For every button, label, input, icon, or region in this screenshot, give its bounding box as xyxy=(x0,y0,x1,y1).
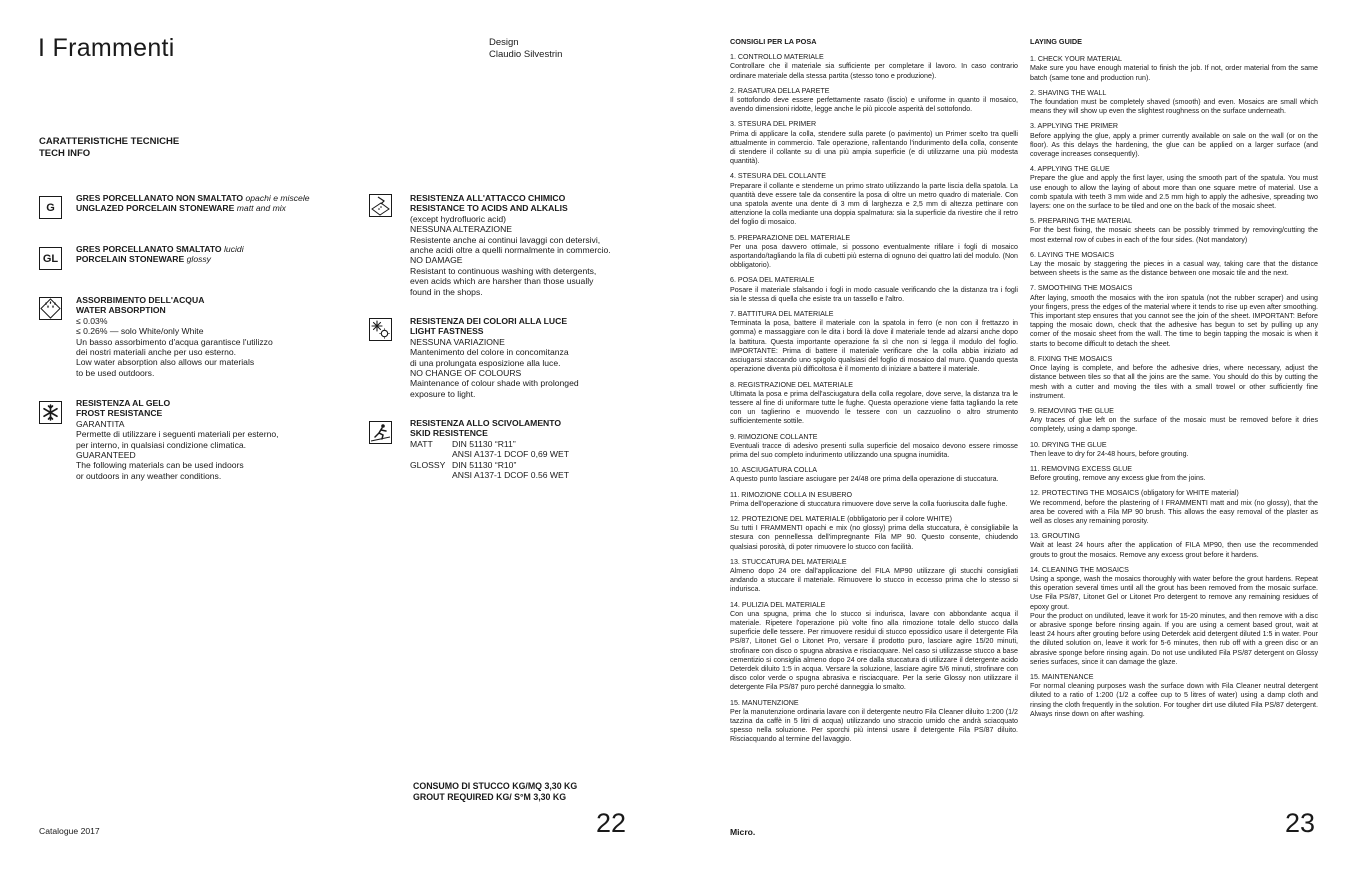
brand-footer: Micro. xyxy=(730,827,756,837)
designer-name: Claudio Silvestrin xyxy=(489,49,563,60)
en-step-body: We recommend, before the plastering of I FRAMMENTI matt and mix (no glossy), that the area be covered with a Fila MP 90 brush. This allows the easy removal of the plaster as well as closes any remaining porosity. xyxy=(1030,498,1318,525)
frost-title-it: RESISTENZA AL GELO xyxy=(76,398,171,408)
it-step-body: Con una spugna, prima che lo stucco si indurisca, lavare con abbondante acqua il materiale. Ripetere l'operazione più volte fino alla rimozione totale dello stucco dalla superficie delle tessere. Per rimuovere residui di stucco epossidico usare il detergente Fila PS/87, Litonet Gel o Litonet Pro, versare il prodotto puro, lasciare agire 15/20 minuti, strofinare con disco o spugna abrasiva e risciacquare. Nel caso si utilizzasse stucco a base cementizio si consiglia almeno dopo 24 ore dalla stuccatura di utilizzare il detergente acido Deterdek diluito 1:5 in acqua. Versare la soluzione, lasciare agire 5/6 minuti, strofinare con disco color verde o spugna abrasiva e risciacquare. Per la serie Glossy non utilizzare il detergente Fila PS/87 puro perché danneggia lo smalto. xyxy=(730,609,1018,692)
chemical-title-en: RESISTANCE TO ACIDS AND ALKALIS xyxy=(410,203,568,214)
en-step xyxy=(1030,489,1318,526)
en-step xyxy=(1030,355,1318,401)
it-step-title: 9. RIMOZIONE COLLANTE xyxy=(730,432,818,441)
chemical-title-it: RESISTENZA ALL'ATTACCO CHIMICO xyxy=(410,193,566,203)
it-step-body: Eventuali tracce di adesivo presenti sulla superficie del mosaico devono essere rimosse prima del suo completo indurimento utilizzando una spugna inumidita. xyxy=(730,441,1018,459)
it-step-body: Preparare il collante e stenderne un primo strato utilizzando la parte liscia della spatola. La quantità deve essere tale da consentire la posa di oltre un metro quadro di materiale. Con una spatola avente una dente di 3 mm di larghezza e 2,5 mm di altezza pettinare con attenzione la colla mediante una doppia spalmatura: sia la superficie da rivestire che il retro del foglio di mosaico. xyxy=(730,181,1018,227)
en-step-body: Pour the product on undiluted, leave it work for 15-20 minutes, and then remove with a disc or abrasive sponge before rinsing again. If you are using a cement based grout, wait at least 24 hours after grouting before using Deterdek acid detergent diluted 1:5 in water. Pour the diluted solution on, leave it work for 5-6 minutes, then rub off with a green disc or an abrasive sponge before rinsing again. Do not use undiluted Fila PS/87 detergent on Glossy series surfaces, since it can damage the glaze. xyxy=(1030,611,1318,666)
chemical-line: even acids which are harsher than those usually xyxy=(410,276,594,287)
catalogue-footer: Catalogue 2017 xyxy=(39,826,100,836)
it-step-body: Posare il materiale sfalsando i fogli in modo casuale verificando che la distanza tra i fogli sia le stessa di quella che esiste tra un tassello e l'altro. xyxy=(730,285,1018,303)
page-number-left: 22 xyxy=(596,808,627,838)
skid-title-en: SKID RESISTENCE xyxy=(410,428,488,439)
grout-consumption-it: CONSUMO DI STUCCO KG/MQ 3,30 KG xyxy=(413,781,578,791)
it-step-body: Su tutti I FRAMMENTI opachi e mix (no glossy) prima della stuccatura, è consigliabile la stesura con pennellessa dell'impregnante Fila MP 90. Questo consente, chiudendo qualsiasi porosità, di poter rimuovere lo stucco con facilità. xyxy=(730,524,1018,551)
it-step xyxy=(730,53,1018,81)
page-number-right: 23 xyxy=(1285,808,1316,838)
it-step xyxy=(730,234,1018,271)
it-step xyxy=(730,699,1018,745)
it-step xyxy=(730,466,1018,484)
chemical-flask-icon xyxy=(369,194,392,217)
en-step-title: 11. REMOVING EXCESS GLUE xyxy=(1030,464,1132,473)
skid-row xyxy=(410,470,569,480)
en-step-title: 8. FIXING THE MOSAICS xyxy=(1030,354,1113,363)
snowflake-icon xyxy=(39,401,62,424)
chemical-line: NESSUNA ALTERAZIONE xyxy=(410,224,513,235)
feature-glazed-en-bold: PORCELAIN STONEWARE xyxy=(76,254,185,265)
en-step-title: 3. APPLYING THE PRIMER xyxy=(1030,122,1119,131)
en-step xyxy=(1030,407,1318,435)
en-step-body: Once laying is complete, and before the adhesive dries, where necessary, adjust the distance between tiles so that all the joins are the same. You should do this by cutting the mesh with a cutter and moving the tiles with a small trowel or other sufficiently fine instrument. xyxy=(1030,364,1318,400)
skid-value: DIN 51130 “R10” xyxy=(452,459,517,470)
en-step-body: After laying, smooth the mosaics with the iron spatula (not the rubber scraper) and using your fingers, press the edges of the material where it tends to rise up even after smoothing. This important step ensures that you cannot see the join of the sheet. IMPORTANT: Before tapping the mosaic down, check that the adhesive has begun to set by pulling up any corner of the mosaic sheet from the wall. The time to begin tapping the mosaic is when it starts to become difficult to detach the sheet. xyxy=(1030,293,1318,348)
en-step-title: 5. PREPARING THE MATERIAL xyxy=(1030,217,1133,226)
en-step-title: 7. SMOOTHING THE MOSAICS xyxy=(1030,284,1133,293)
water-line: to be used outdoors. xyxy=(76,367,155,378)
it-step-body: Prima di applicare la colla, stendere sulla parete (o pavimento) un Primer scelto tra quelli attualmente in commercio. Tale operazione, rallentando l'indurimento della colla, consente di stendere il collante su di una più ampia superficie (e di utilizzarne una più modesta quantità). xyxy=(730,129,1018,166)
en-step-body: Before applying the glue, apply a primer currently available on sale on the wall (or on the floor). As this delays the hardening, the glue can be applied on a larger surface (and coverage increases consequently). xyxy=(1030,131,1318,159)
it-step-body: Per la manutenzione ordinaria lavare con il detergente neutro Fila Cleaner diluito 1:200 (1/2 tazzina da caffè in 5 litri di acqua) utilizzando uno straccio umido che andrà sciacquato spesso nella soluzione. Per sporchi più intensi usare il detergente Fila PS/87 diluito. Risciacquando al termine del lavaggio. xyxy=(730,707,1018,744)
it-step-body: Controllare che il materiale sia sufficiente per completare il lavoro. In caso contrario ordinare materiale della stessa partita (stesso tono e produzione). xyxy=(730,62,1018,80)
en-step xyxy=(1030,465,1318,483)
frost-line: or outdoors in any weather conditions. xyxy=(76,470,222,481)
skid-key xyxy=(410,449,452,459)
it-step-title: 1. CONTROLLO MATERIALE xyxy=(730,53,824,62)
en-step xyxy=(1030,217,1318,245)
feature-glazed-it-bold: GRES PORCELLANATO SMALTATO xyxy=(76,244,222,254)
it-step-body: Il sottofondo deve essere perfettamente rasato (liscio) e uniforme in quanto il mosaico, avendo dimensioni ridotte, legge anche le più piccole asperità del sottofondo. xyxy=(730,96,1018,114)
chemical-line: found in the shops. xyxy=(410,286,483,297)
chemical-line: Resistant to continuous washing with detergents, xyxy=(410,265,597,276)
frost-line: GARANTITA xyxy=(76,418,125,429)
designer-credit xyxy=(489,37,562,61)
light-line: NO CHANGE OF COLOURS xyxy=(410,368,522,379)
skid-title-it: RESISTENZA ALLO SCIVOLAMENTO xyxy=(410,418,562,428)
en-step-title: 9. REMOVING THE GLUE xyxy=(1030,406,1114,415)
en-step-body: Before grouting, remove any excess glue from the joins. xyxy=(1030,474,1206,483)
tech-header-en: TECH INFO xyxy=(39,148,91,159)
en-step-body: Lay the mosaic by staggering the pieces in a casual way, taking care that the distance between sheets is the same as the distance between one mosaic tile and the next. xyxy=(1030,260,1318,278)
feature-unglazed-en-italic: matt and mix xyxy=(236,203,286,214)
en-step xyxy=(1030,532,1318,560)
it-step xyxy=(730,87,1018,115)
icon-box-water xyxy=(39,297,62,320)
feature-unglazed-it-bold: GRES PORCELLANATO NON SMALTATO xyxy=(76,193,244,203)
feature-glazed xyxy=(76,244,244,265)
it-step-title: 2. RASATURA DELLA PARETE xyxy=(730,86,830,95)
water-line: ≤ 0.03% xyxy=(76,315,108,326)
en-step-body: Using a sponge, wash the mosaics thoroughly with water before the grout hardens. Repeat this operation several times until all the grout has been removed from the mosaic surface. Use Fila PS/87, Litonet Gel or Litonet Pro detergent to remove any remaining residues of epoxy grout. xyxy=(1030,574,1318,611)
skid-key: MATT xyxy=(410,438,433,449)
frost-line: The following materials can be used indoors xyxy=(76,460,244,471)
it-step-title: 3. STESURA DEL PRIMER xyxy=(730,120,817,129)
it-step xyxy=(730,276,1018,304)
chemical-line: NO DAMAGE xyxy=(410,255,463,266)
frost-line: GUARANTEED xyxy=(76,450,136,461)
sun-fastness-icon xyxy=(369,318,392,341)
it-step-title: 14. PULIZIA DEL MATERIALE xyxy=(730,600,826,609)
it-step-title: 15. MANUTENZIONE xyxy=(730,698,799,707)
it-step-title: 5. PREPARAZIONE DEL MATERIALE xyxy=(730,233,851,242)
en-step-title: 10. DRYING THE GLUE xyxy=(1030,440,1107,449)
unglazed-stoneware-icon xyxy=(39,196,62,219)
sun-svg xyxy=(370,319,391,340)
it-step-title: 7. BATTITURA DEL MATERIALE xyxy=(730,310,834,319)
feature-glazed-en-italic: glossy xyxy=(186,254,211,265)
it-step-body: A questo punto lasciare asciugare per 24/48 ore prima della operazione di stuccatura. xyxy=(730,475,999,484)
it-step-title: 11. RIMOZIONE COLLA IN ESUBERO xyxy=(730,490,853,499)
it-step xyxy=(730,491,1018,509)
it-step-body: Ultimata la posa e prima dell'asciugatura della colla regolare, dove serve, la distanza tra le tessere al fine di uniformare tutte le fughe. Questa operazione viene fatta tagliando la rete con un taglierino e muovendo le tessere con un cazzuolino o altro strumento sufficientemente sottile. xyxy=(730,389,1018,426)
water-drops-svg xyxy=(40,298,61,319)
feature-glazed-it-italic: lucidi xyxy=(224,244,244,254)
slip-resistance-icon xyxy=(369,421,392,444)
skid-value: DIN 51130 “R11” xyxy=(452,438,516,449)
design-label: Design xyxy=(489,37,519,48)
tech-info-header xyxy=(39,136,179,160)
light-line: Maintenance of colour shade with prolonged xyxy=(410,378,579,389)
chemical-svg xyxy=(370,195,391,216)
grout-consumption xyxy=(413,781,577,803)
en-step-title: 14. CLEANING THE MOSAICS xyxy=(1030,565,1129,574)
water-title-en: WATER ABSORPTION xyxy=(76,305,166,316)
en-step-title: 4. APPLYING THE GLUE xyxy=(1030,165,1110,174)
icon-letter-gl: GL xyxy=(42,252,59,265)
feature-unglazed-it-italic: opachi e miscele xyxy=(245,193,310,203)
it-step-title: 12. PROTEZIONE DEL MATERIALE (obbligatorio per il colore WHITE) xyxy=(730,514,952,523)
feature-unglazed-en-bold: UNGLAZED PORCELAIN STONEWARE xyxy=(76,203,235,214)
snowflake-svg xyxy=(42,404,59,421)
icon-box-light xyxy=(369,318,392,341)
water-title-it: ASSORBIMENTO DELL'ACQUA xyxy=(76,295,205,305)
skid-row xyxy=(410,439,569,449)
laying-guide-it-header: CONSIGLI PER LA POSA xyxy=(730,37,817,46)
light-line: exposure to light. xyxy=(410,388,476,399)
water-line: Un basso assorbimento d'acqua garantisce l'utilizzo xyxy=(76,336,273,347)
icon-box-g xyxy=(39,196,62,219)
feature-chemical xyxy=(410,193,611,297)
icon-box-chemical xyxy=(369,194,392,217)
icon-box-skid xyxy=(369,421,392,444)
icon-box-gl xyxy=(39,247,62,270)
light-title-it: RESISTENZA DEI COLORI ALLA LUCE xyxy=(410,316,568,326)
light-line: di una prolungata esposizione alla luce. xyxy=(410,357,561,368)
slip-svg xyxy=(370,422,391,443)
it-step xyxy=(730,558,1018,595)
feature-unglazed xyxy=(76,193,310,214)
en-step xyxy=(1030,251,1318,279)
laying-guide-it xyxy=(730,37,1018,751)
light-line: Mantenimento del colore in concomitanza xyxy=(410,347,569,358)
en-step xyxy=(1030,55,1318,83)
en-step-title: 15. MAINTENANCE xyxy=(1030,672,1094,681)
en-step xyxy=(1030,165,1318,211)
water-line: dei nostri materiali anche per uso esterno. xyxy=(76,347,237,358)
en-step-title: 13. GROUTING xyxy=(1030,532,1081,541)
icon-letter-g: G xyxy=(46,201,55,214)
it-step xyxy=(730,601,1018,693)
it-step-body: Terminata la posa, battere il materiale con la spatola in ferro (e non con il frettazzo in gomma) e massaggiare con le dita i bordi là dove il materiale tende ad alzarsi anche dopo la battitura. Questa importante operazione fa sì che non si legga il modulo del foglio. IMPORTANTE: Prima di battere il materiale verificare che la colla abbia iniziato ad asciugarsi staccando uno spigolo qualsiasi del foglio di mosaico dal muro. Quando questa operazione diventa più difficoltosa è il momento di iniziare a battere il materiale. xyxy=(730,319,1018,374)
it-step-body: Per una posa davvero ottimale, si possono eventualmente rifilare i fogli di mosaico asportando/tagliando la fila di cubetti più esterna di ognuno dei quattro lati del modulo. (Non obbligatorio). xyxy=(730,242,1018,270)
en-step-body: For the best fixing, the mosaic sheets can be possibly trimmed by removing/cutting the most external row of cubes in each of the four sides. (Not mandatory) xyxy=(1030,226,1318,244)
it-step xyxy=(730,381,1018,427)
it-step xyxy=(730,310,1018,374)
glazed-stoneware-icon xyxy=(39,247,62,270)
it-step xyxy=(730,120,1018,166)
frost-line: Permette di utilizzare i seguenti materiali per esterno, xyxy=(76,429,279,440)
en-step xyxy=(1030,566,1318,667)
it-step-title: 10. ASCIUGATURA COLLA xyxy=(730,466,817,475)
en-step-body: Any traces of glue left on the surface of the mosaic must be removed before it dries completely, using a damp sponge. xyxy=(1030,416,1318,434)
feature-unglazed-en xyxy=(76,203,310,213)
feature-glazed-it xyxy=(76,244,244,254)
it-step-title: 4. STESURA DEL COLLANTE xyxy=(730,172,826,181)
water-line: Low water absorption also allows our materials xyxy=(76,357,255,368)
en-step xyxy=(1030,284,1318,348)
en-step-body: Wait at least 24 hours after the application of FILA MP90, then use the recommended grouts to grout the mosaics. Remove any excess grout before it hardens. xyxy=(1030,541,1318,559)
feature-water xyxy=(76,295,273,378)
en-step-body: Make sure you have enough material to finish the job. If not, order material from the same batch (same tone and production run). xyxy=(1030,64,1318,82)
chemical-line: anche acidi oltre a quelli normalmente in commercio. xyxy=(410,245,611,256)
water-drops-icon xyxy=(39,297,62,320)
it-step-body: Almeno dopo 24 ore dall'applicazione del FILA MP90 utilizzare gli stucchi consigliati andando a stuccare il materiale. Rimuovere lo stucco in eccesso prima che lo stesso si indurisca. xyxy=(730,566,1018,594)
en-step-title: 2. SHAVING THE WALL xyxy=(1030,88,1107,97)
chemical-line: (except hydrofluoric acid) xyxy=(410,213,507,224)
en-step-body: For normal cleaning purposes wash the surface down with Fila Cleaner neutral detergent diluted to a ratio of 1:200 (1/2 a coffee cup to 5 litres of water) using a damp cloth and rinsing the cloth frequently in the solution. For tougher dirt use diluted Fila PS/87 detergent. Always rinse down on after washing. xyxy=(1030,682,1318,718)
it-step xyxy=(730,515,1018,552)
en-step xyxy=(1030,441,1318,459)
frost-line: per interno, in qualsiasi condizione climatica. xyxy=(76,439,247,450)
it-step-body: Prima dell'operazione di stuccatura rimuovere dove serve la colla fuoriuscita dalle fughe. xyxy=(730,499,1008,508)
en-step-body: Prepare the glue and apply the first layer, using the smooth part of the spatula. You must use enough to allow the laying of about more than one square metre of material. Use a comb spatula with teeth 3 mm wide and 2.5 mm high to apply the adhesive, spreading two layers: one on the surface to be tiled and one on the back of the mosaic sheet. xyxy=(1030,174,1318,211)
tech-header-it: CARATTERISTICHE TECNICHE xyxy=(39,136,180,147)
it-step-title: 13. STUCCATURA DEL MATERIALE xyxy=(730,557,847,566)
skid-row xyxy=(410,449,569,459)
it-step-title: 6. POSA DEL MATERIALE xyxy=(730,276,815,285)
it-step-title: 8. REGISTRAZIONE DEL MATERIALE xyxy=(730,380,853,389)
feature-frost xyxy=(76,398,279,481)
frost-title-en: FROST RESISTANCE xyxy=(76,408,163,419)
icon-box-frost xyxy=(39,401,62,424)
en-step-title: 6. LAYING THE MOSAICS xyxy=(1030,250,1115,259)
en-step xyxy=(1030,89,1318,117)
skid-row xyxy=(410,460,569,470)
it-step xyxy=(730,172,1018,227)
grout-consumption-en: GROUT REQUIRED KG/ S°M 3,30 KG xyxy=(413,792,567,802)
feature-skid xyxy=(410,418,569,480)
water-line: ≤ 0.26% — solo White/only White xyxy=(76,326,204,337)
en-step-body: Then leave to dry for 24-48 hours, before grouting. xyxy=(1030,449,1189,458)
skid-value: ANSI A137-1 DCOF 0.56 WET xyxy=(452,470,570,481)
feature-light xyxy=(410,316,579,399)
laying-guide-en-header: LAYING GUIDE xyxy=(1030,37,1083,46)
en-step-title: 12. PROTECTING THE MOSAICS (obligatory for WHITE material) xyxy=(1030,489,1239,498)
skid-value: ANSI A137-1 DCOF 0,69 WET xyxy=(452,449,570,460)
page-title: I Frammenti xyxy=(38,34,175,62)
it-step xyxy=(730,433,1018,461)
skid-key xyxy=(410,470,452,480)
en-step-title: 1. CHECK YOUR MATERIAL xyxy=(1030,55,1122,64)
feature-unglazed-it xyxy=(76,193,310,203)
laying-guide-en xyxy=(1030,37,1318,725)
light-line: NESSUNA VARIAZIONE xyxy=(410,336,505,347)
en-step xyxy=(1030,122,1318,159)
skid-key: GLOSSY xyxy=(410,459,446,470)
en-step-body: The foundation must be completely shaved (smooth) and even. Mosaics are small which means they will show up even the slightest roughness on the surface underneath. xyxy=(1030,98,1318,116)
en-step xyxy=(1030,673,1318,719)
light-title-en: LIGHT FASTNESS xyxy=(410,326,484,337)
feature-glazed-en xyxy=(76,254,244,264)
chemical-line: Resistente anche ai continui lavaggi con detersivi, xyxy=(410,234,601,245)
